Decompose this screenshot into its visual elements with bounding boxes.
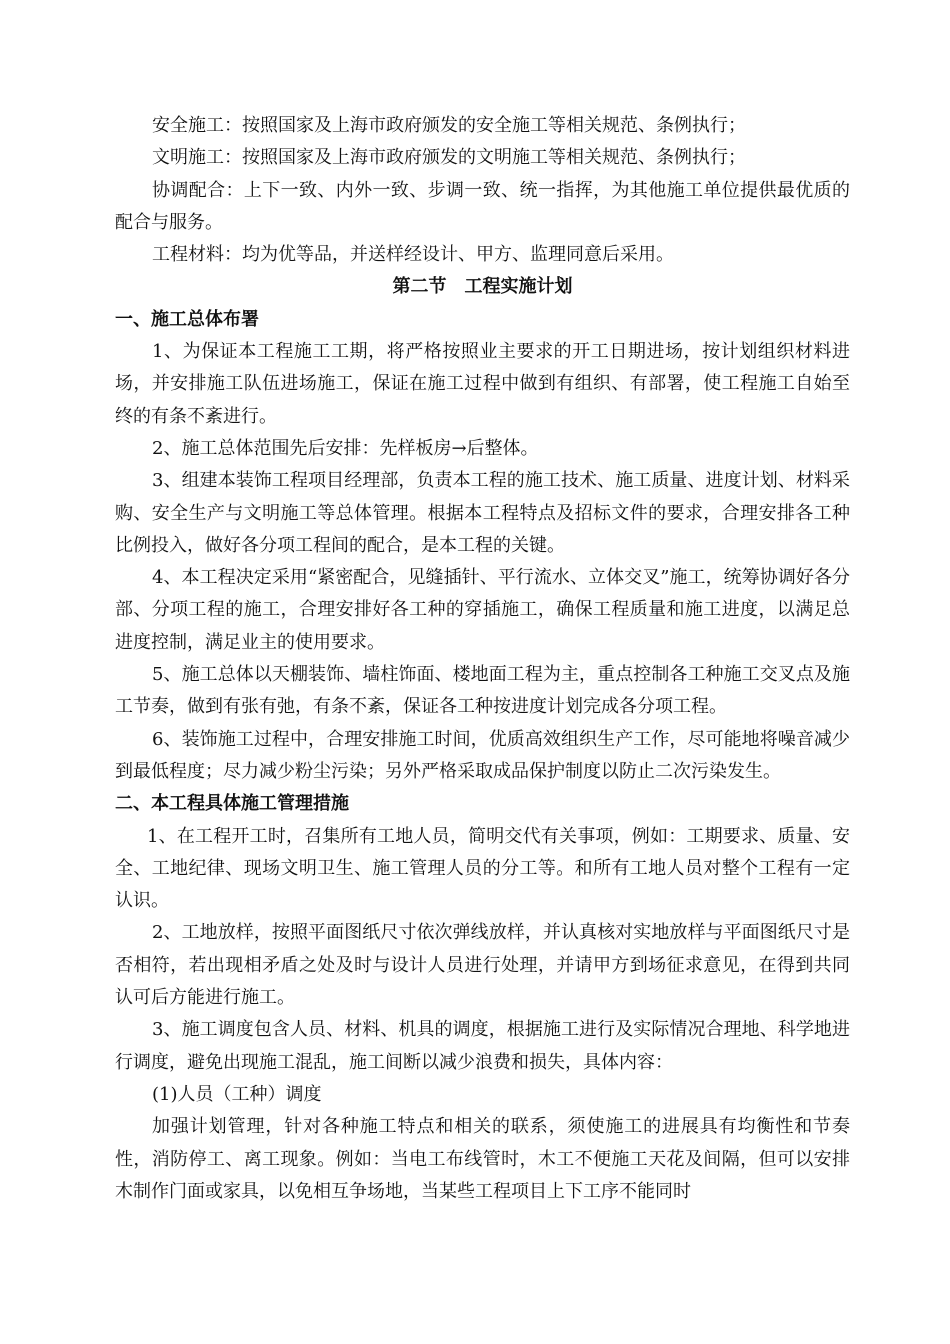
- part1-item-4: 4、本工程决定采用“紧密配合，见缝插针、平行流水、立体交叉”施工，统筹协调好各分部、分项工程的施工，合理安排好各工种的穿插施工，确保工程质量和施工进度，以满足总进度控制，满足业主的使用要求。: [115, 567, 850, 653]
- part1-item-3: 3、组建本装饰工程项目经理部，负责本工程的施工技术、施工质量、进度计划、材料采购、安全生产与文明施工等总体管理。根据本工程特点及招标文件的要求，合理安排各工种比例投入，做好各分项工程间的配合，是本工程的关键。: [115, 470, 850, 556]
- part1-item-1: 1、为保证本工程施工工期，将严格按照业主要求的开工日期进场，按计划组织材料进场，并安排施工队伍进场施工，保证在施工过程中做到有组织、有部署，使工程施工自始至终的有条不紊进行。: [115, 341, 850, 427]
- part2-item-1: 1、在工程开工时，召集所有工地人员，简明交代有关事项，例如：工期要求、质量、安全、工地纪律、现场文明卫生、施工管理人员的分工等。和所有工地人员对整个工程有一定认识。: [115, 825, 850, 912]
- part2-sub-text: 加强计划管理，针对各种施工特点和相关的联系，须使施工的进展具有均衡性和节奏性，消防停工、离工现象。例如：当电工布线管时，木工不便施工天花及间隔，但可以安排木制作门面或家具，以免相互争场地，当某些工程项目上下工序不能同时: [115, 1116, 850, 1202]
- document-page: [115, 110, 850, 1208]
- part1-heading: 一、施工总体布署: [115, 308, 259, 330]
- section-title: 第二节 工程实施计划: [392, 276, 573, 298]
- coordination-paragraph: 协调配合：上下一致、内外一致、步调一致、统一指挥，为其他施工单位提供最优质的配合与服务。: [115, 179, 850, 233]
- part2-sub-heading: (1)人员（工种）调度: [152, 1083, 322, 1105]
- civilized-paragraph: 文明施工：按照国家及上海市政府颁发的文明施工等相关规范、条例执行；: [152, 147, 746, 169]
- part2-item-3: 3、施工调度包含人员、材料、机具的调度，根据施工进行及实际情况合理地、科学地进行调度，避免出现施工混乱，施工间断以减少浪费和损失，具体内容：: [115, 1019, 850, 1073]
- materials-paragraph: 工程材料：均为优等品，并送样经设计、甲方、监理同意后采用。: [152, 244, 674, 266]
- safety-paragraph: 安全施工：按照国家及上海市政府颁发的安全施工等相关规范、条例执行；: [152, 115, 746, 136]
- part1-item-5: 5、施工总体以天棚装饰、墙柱饰面、楼地面工程为主，重点控制各工种施工交叉点及施工节奏，做到有张有弛，有条不紊，保证各工种按进度计划完成各分项工程。: [115, 664, 850, 718]
- part1-item-6: 6、装饰施工过程中，合理安排施工时间，优质高效组织生产工作，尽可能地将噪音减少到最低程度；尽力减少粉尘污染；另外严格采取成品保护制度以防止二次污染发生。: [115, 728, 850, 782]
- part1-item-2: 2、施工总体范围先后安排：先样板房→后整体。: [152, 437, 539, 459]
- part2-heading: 二、本工程具体施工管理措施: [115, 793, 349, 815]
- part2-item-2: 2、工地放样，按照平面图纸尺寸依次弹线放样，并认真核对实地放样与平面图纸尺寸是否相符，若出现相矛盾之处及时与设计人员进行处理，并请甲方到场征求意见，在得到共同认可后方能进行施工。: [115, 922, 850, 1009]
